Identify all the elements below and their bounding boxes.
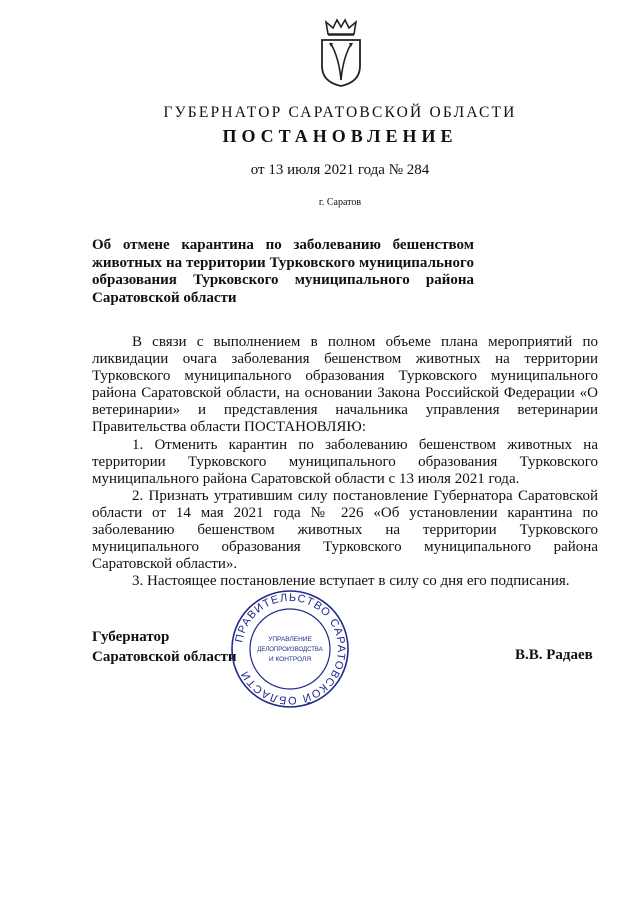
official-stamp: [228, 587, 352, 711]
document-title: Об отмене карантина по заболеванию бешенством животных на территории Турковского муниципального образования Турковского муниципального района Саратовской области: [92, 237, 474, 306]
signatory-title-line1: Губернатор: [92, 629, 170, 645]
document-date-number: от 13 июля 2021 года № 284: [250, 162, 430, 178]
signatory-title: [92, 627, 237, 667]
item-3-paragraph: 3. Настоящее постановление вступает в силу со дня его подписания.: [132, 573, 570, 590]
authority-name: ГУБЕРНАТОР САРАТОВСКОЙ ОБЛАСТИ: [163, 104, 517, 121]
document-type: ПОСТАНОВЛЕНИЕ: [222, 126, 458, 146]
item-2-paragraph: 2. Признать утратившим силу постановление Губернатора Саратовской области от 14 мая 2021 года № 226 «Об установлении карантина по заболеванию бешенством животных на территории Турковского муниципального образования Турковского муниципального района Саратовской области».: [92, 487, 598, 573]
stamp-outer-text: ПРАВИТЕЛЬСТВО САРАТОВСКОЙ ОБЛАСТИ: [233, 591, 348, 707]
stamp-inner-line1: УПРАВЛЕНИЕ: [268, 636, 312, 643]
document-city: г. Саратов: [318, 197, 362, 208]
stamp-inner-line2: ДЕЛОПРОИЗВОДСТВА: [257, 647, 323, 653]
signatory-name: В.В. Радаев: [515, 647, 593, 663]
coat-of-arms-icon: [318, 18, 364, 88]
stamp-inner-line3: И КОНТРОЛЯ: [268, 656, 312, 663]
preamble-paragraph: В связи с выполнением в полном объеме плана мероприятий по ликвидации очага заболевания бешенством животных на территории Турковского муниципального образования Турковского муниципального района Саратовской области, на основании Закона Российской Федерации «О ветеринарии» и представления начальника управления ветеринарии Правительства области ПОСТАНОВЛЯЮ:: [92, 334, 598, 436]
document-body: [92, 334, 598, 590]
item-1-paragraph: 1. Отменить карантин по заболеванию бешенством животных на территории Турковского муниципального образования Турковского муниципального района Саратовской области с 13 июля 2021 года.: [92, 436, 598, 487]
signatory-title-line2: Саратовской области: [92, 649, 237, 665]
